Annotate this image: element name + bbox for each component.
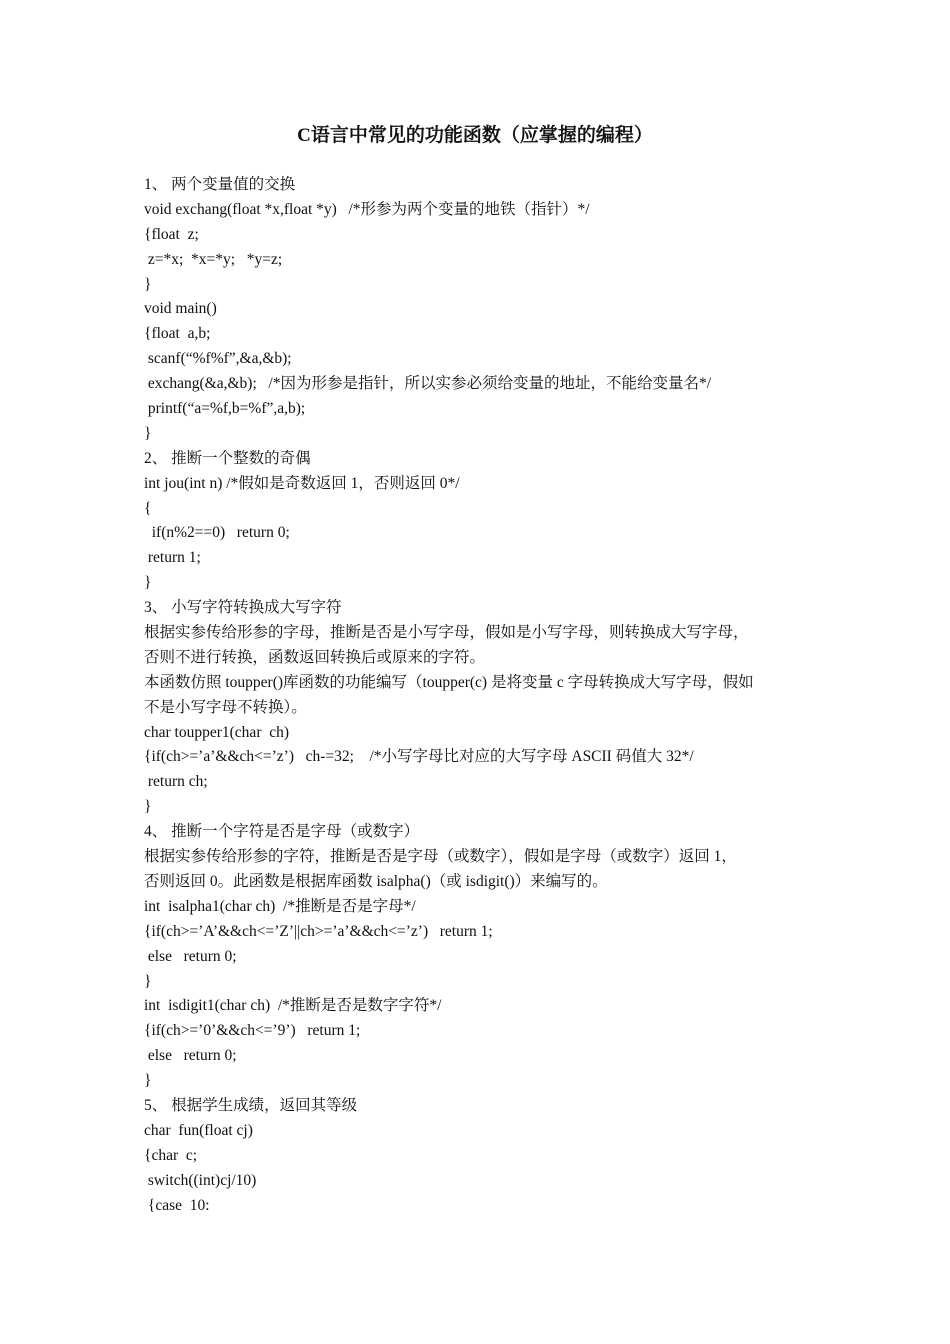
document-line: 根据实参传给形参的字符，推断是否是字母（或数字），假如是字母（或数字）返回 1， [144,848,737,866]
document-line: 2、 推断一个整数的奇偶 [144,449,311,467]
document-title: C语言中常见的功能函数（应掌握的编程） [297,125,653,146]
document-line: {if(ch>=’0’&&ch<=’9’) return 1; [144,1022,361,1040]
document-line: switch((int)cj/10) [144,1171,257,1189]
document-line: 否则返回 0。此函数是根据库函数 isalpha()（或 isdigit()）来编写的。 [144,872,608,890]
document-line: {case 10: [144,1196,210,1214]
document-line: {if(ch>=’A’&&ch<=’Z’||ch>=’a’&&ch<=’z’) return 1; [144,922,493,940]
document-line: 5、 根据学生成绩，返回其等级 [144,1096,358,1114]
document-line: void exchang(float *x,float *y) /*形参为两个变量的地铁（指针）*/ [144,200,590,218]
document-line: 不是小写字母不转换）。 [144,698,307,716]
document-line: exchang(&a,&b); /*因为形参是指针，所以实参必须给变量的地址，不能给变量名*/ [144,375,712,393]
document-line: char toupper1(char ch) [144,723,290,741]
document-line: 否则不进行转换，函数返回转换后或原来的字符。 [144,648,486,666]
document-line: {float a,b; [144,325,211,343]
document-line: printf(“a=%f,b=%f”,a,b); [144,400,306,418]
document-line: return ch; [144,773,208,791]
document-line: } [144,798,152,816]
document-line: return 1; [144,549,201,567]
document-line: scanf(“%f%f”,&a,&b); [144,350,292,368]
document-line: int isdigit1(char ch) /*推断是否是数字字符*/ [144,997,442,1015]
document-line: } [144,574,152,592]
document-line: int isalpha1(char ch) /*推断是否是字母*/ [144,897,416,915]
document-line: 4、 推断一个字符是否是字母（或数字） [144,823,420,841]
document-line: z=*x; *x=*y; *y=z; [144,250,283,268]
document-line: } [144,424,152,442]
document-line: char fun(float cj) [144,1121,253,1139]
document-line: void main() [144,300,217,318]
document-line: if(n%2==0) return 0; [144,524,290,542]
document-line: 3、 小写字符转换成大写字符 [144,599,342,617]
document-line: 本函数仿照 toupper()库函数的功能编写（toupper(c) 是将变量 c 字母转换成大写字母，假如 [144,673,754,691]
document-line: } [144,275,152,293]
document-line: else return 0; [144,947,237,965]
document-line: else return 0; [144,1047,237,1065]
document-line: } [144,972,152,990]
document-line: {char c; [144,1146,198,1164]
document-line: int jou(int n) /*假如是奇数返回 1，否则返回 0*/ [144,474,460,492]
document-line: {if(ch>=’a’&&ch<=’z’) ch-=32; /*小写字母比对应的大写字母 ASCII 码值大 32*/ [144,748,694,766]
document-line: 1、 两个变量值的交换 [144,176,296,193]
document-line: {float z; [144,225,199,243]
document-body [144,173,824,1218]
document-line: { [144,499,152,517]
document-line: 根据实参传给形参的字母，推断是否是小写字母，假如是小写字母，则转换成大写字母， [144,624,749,642]
document-line: } [144,1072,152,1090]
